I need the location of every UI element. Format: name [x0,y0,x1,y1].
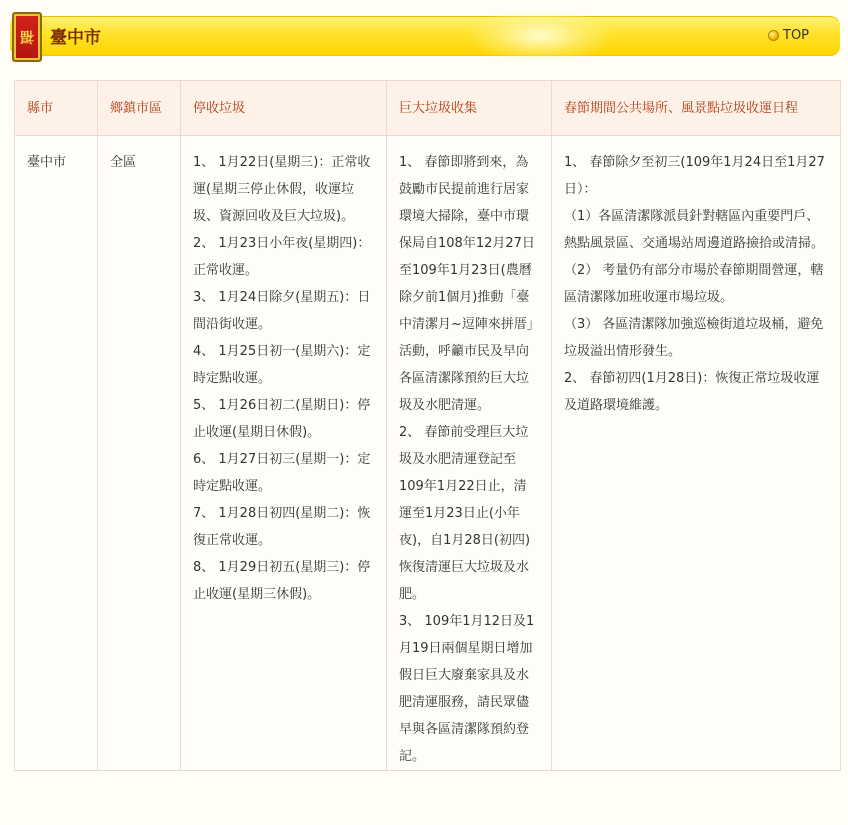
list-item: 4、 1月25日初一(星期六)：定時定點收運。 [193,344,371,386]
list-item: （1）各區清潔隊派員針對轄區內重要門戶、熱點風景區、交通場站周邊道路撿拾或清掃。 [564,209,825,251]
section-header-bar [10,16,840,56]
cell-suspension [181,136,387,771]
list-item: 2、 1月23日小年夜(星期四)：正常收運。 [193,236,371,278]
list-item: 7、 1月28日初四(星期二)：恢復正常收運。 [193,506,371,548]
list-item: 1、 春節除夕至初三(109年1月24日至1月27日）： [564,155,825,197]
list-item: 3、 109年1月12日及1月19日兩個星期日增加假日巨大廢棄家具及水肥清運服務，請民眾儘早與各區清潔隊預約登記。 [399,614,535,764]
list-item: （2） 考量仍有部分市場於春節期間營運，轄區清潔隊加班收運市場垃圾。 [564,263,824,305]
column-header-suspension: 停收垃圾 [181,81,387,136]
list-item: 2、 春節前受理巨大垃圾及水肥清運登記至109年1月22日止，清運至1月23日止(小年夜)，自1月28日(初四)恢復清運巨大垃圾及水肥。 [399,425,531,602]
list-item: 3、 1月24日除夕(星期五)：日間沿街收運。 [193,290,371,332]
section-title: 臺中市 [50,28,101,48]
list-item: 1、 1月22日(星期三)：正常收運(星期三停止休假，收運垃圾、資源回收及巨大垃圾)。 [193,155,371,224]
column-header-public-places: 春節期間公共場所、風景點垃圾收運日程 [552,81,841,136]
fortune-charm-icon [12,12,42,62]
back-to-top-label: TOP [783,28,810,43]
bullet-dot-icon [768,30,779,41]
list-item: （3） 各區清潔隊加強巡檢街道垃圾桶，避免垃圾溢出情形發生。 [564,317,824,359]
list-item: 1、 春節即將到來，為鼓勵市民提前進行居家環境大掃除，臺中市環保局自108年12月27日至109年1月23日(農曆除夕前1個月)推動「臺中清潔月~逗陣來拼厝」活動，呼籲市民及早向各區清潔隊預約巨大垃圾及水肥清運。 [399,155,535,413]
list-item: 2、 春節初四(1月28日)：恢復正常垃圾收運及道路環境維護。 [564,371,820,413]
cell-bulky-waste [387,136,552,771]
list-item: 6、 1月27日初三(星期一)：定時定點收運。 [193,452,371,494]
cell-district: 全區 [98,136,181,771]
fortune-glyph: 福 [20,28,34,44]
table-row [15,136,841,771]
schedule-table [14,80,841,771]
cell-city: 臺中市 [15,136,98,771]
cell-public-places [552,136,841,771]
column-header-district: 鄉鎮市區 [98,81,181,136]
list-item: 5、 1月26日初二(星期日)：停止收運(星期日休假)。 [193,398,371,440]
table-header-row [15,81,841,136]
back-to-top-link[interactable] [768,28,809,43]
column-header-city: 縣市 [15,81,98,136]
list-item: 8、 1月29日初五(星期三)：停止收運(星期三休假)。 [193,560,371,602]
column-header-bulky-waste: 巨大垃圾收集 [387,81,552,136]
